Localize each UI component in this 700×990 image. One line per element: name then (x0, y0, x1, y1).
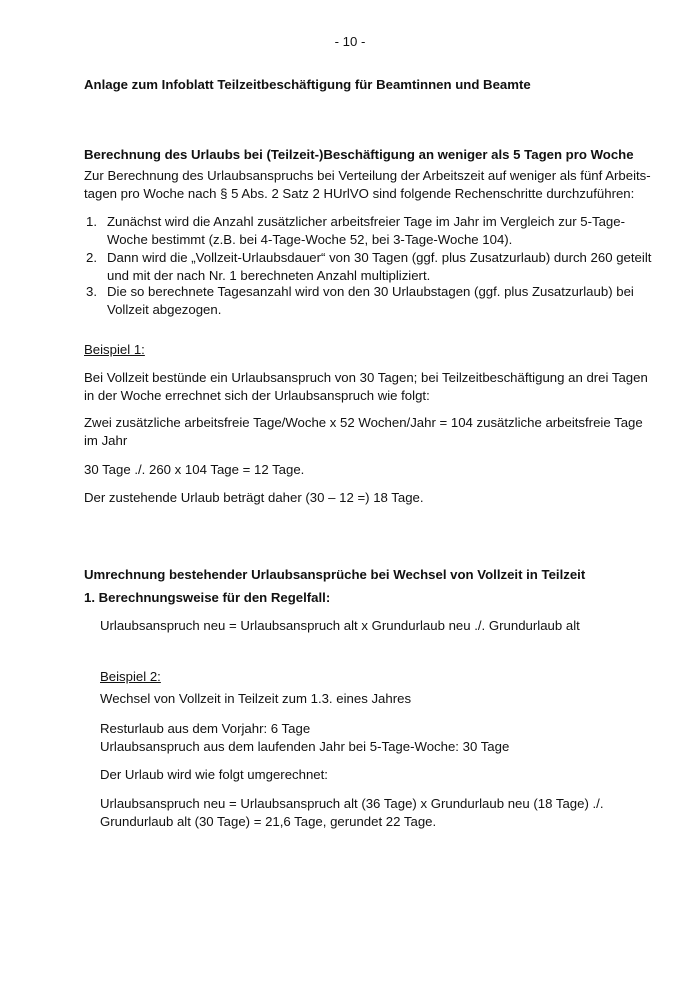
example1-line: in der Woche errechnet sich der Urlaubsanspruch wie folgt: (84, 388, 430, 403)
list-item-line: Vollzeit abgezogen. (107, 302, 222, 317)
section1-intro (84, 167, 651, 203)
intro-line: Zur Berechnung des Urlaubsanspruchs bei Verteilung der Arbeitszeit auf weniger als fünf Arbeits- (84, 168, 651, 183)
example2-intro: Wechsel von Vollzeit in Teilzeit zum 1.3. eines Jahres (100, 691, 412, 706)
regular-formula: Urlaubsanspruch neu = Urlaubsanspruch alt x Grundurlaub neu ./. Grundurlaub alt (100, 618, 580, 633)
conversion-calculation (100, 795, 604, 831)
list-item (84, 283, 664, 319)
steps-list (84, 213, 664, 319)
example1-days-calculation: 30 Tage ./. 260 x 104 Tage = 12 Tage. (84, 462, 305, 477)
example2-vacation-info (100, 720, 509, 756)
example1-label: Beispiel 1: (84, 342, 145, 357)
list-item-number: 3. (86, 284, 97, 299)
page-number: - 10 - (334, 34, 366, 49)
intro-line: tagen pro Woche nach § 5 Abs. 2 Satz 2 HUrlVO sind folgende Rechenschritte durchzuführen: (84, 186, 635, 201)
conversion-line: Grundurlaub alt (30 Tage) = 21,6 Tage, gerundet 22 Tage. (100, 814, 437, 829)
list-item-line: und mit der nach Nr. 1 berechneten Anzahl multipliziert. (107, 268, 431, 283)
list-item-number: 1. (86, 214, 97, 229)
section2-heading: Umrechnung bestehender Urlaubsansprüche bei Wechsel von Vollzeit in Teilzeit (84, 567, 586, 582)
list-item-line: Die so berechnete Tagesanzahl wird von den 30 Urlaubstagen (ggf. plus Zusatzurlaub) bei (107, 284, 634, 299)
list-item-line: Dann wird die „Vollzeit-Urlaubsdauer“ von 30 Tagen (ggf. plus Zusatzurlaub) durch 260 geteilt (107, 250, 652, 265)
calculation-line: Zwei zusätzliche arbeitsfreie Tage/Woche x 52 Wochen/Jahr = 104 zusätzliche arbeitsfreie Tage (84, 415, 643, 430)
conversion-line: Urlaubsanspruch neu = Urlaubsanspruch alt (36 Tage) x Grundurlaub neu (18 Tage) ./. (100, 796, 604, 811)
calculation-line: im Jahr (84, 433, 128, 448)
conversion-intro: Der Urlaub wird wie folgt umgerechnet: (100, 767, 328, 782)
section2-subheading: 1. Berechnungsweise für den Regelfall: (84, 590, 331, 605)
current-vacation: Urlaubsanspruch aus dem laufenden Jahr bei 5-Tage-Woche: 30 Tage (100, 739, 510, 754)
example1-result: Der zustehende Urlaub beträgt daher (30 – 12 =) 18 Tage. (84, 490, 424, 505)
rest-vacation: Resturlaub aus dem Vorjahr: 6 Tage (100, 721, 311, 736)
section1-heading: Berechnung des Urlaubs bei (Teilzeit-)Beschäftigung an weniger als 5 Tagen pro Woche (84, 147, 634, 162)
list-item (84, 213, 664, 249)
list-item (84, 249, 664, 283)
list-item-line: Zunächst wird die Anzahl zusätzlicher arbeitsfreier Tage im Jahr im Vergleich zur 5-Tage- (107, 214, 625, 229)
example1-text (84, 369, 648, 405)
example2-label: Beispiel 2: (100, 669, 161, 684)
example1-line: Bei Vollzeit bestünde ein Urlaubsanspruch von 30 Tagen; bei Teilzeitbeschäftigung an drei Tagen (84, 370, 648, 385)
list-item-line: Woche bestimmt (z.B. bei 4-Tage-Woche 52, bei 3-Tage-Woche 104). (107, 232, 513, 247)
list-item-number: 2. (86, 250, 97, 265)
example1-calculation (84, 414, 643, 450)
annex-title: Anlage zum Infoblatt Teilzeitbeschäftigung für Beamtinnen und Beamte (84, 77, 531, 92)
